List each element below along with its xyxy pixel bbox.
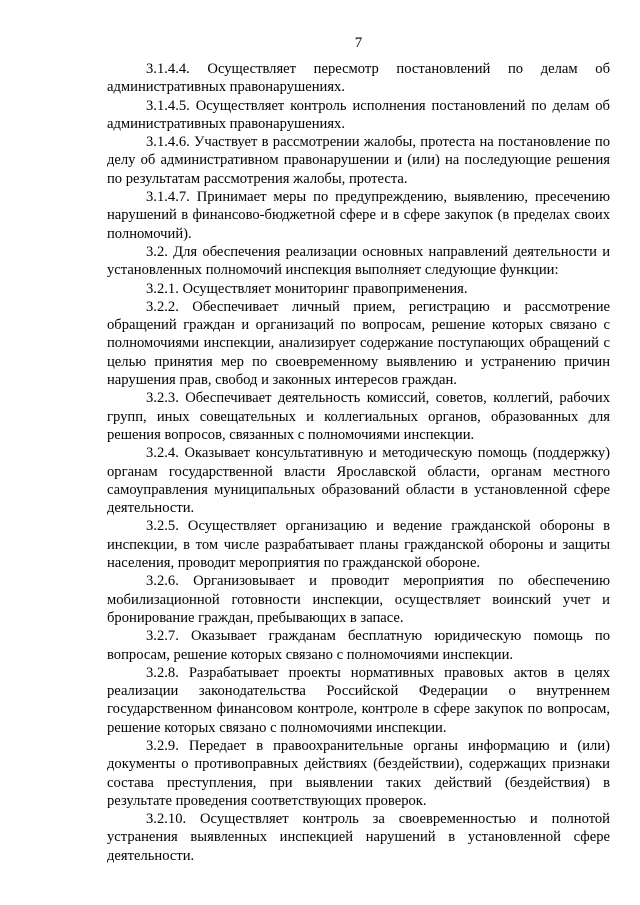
paragraph-3-1-4-6: 3.1.4.6. Участвует в рассмотрении жалобы, протеста на постановление по делу об административном правонарушении и (или) на последующие решения по результатам рассмотрения жалобы, протеста. <box>107 134 610 187</box>
document-page <box>107 34 610 865</box>
paragraph-3-1-4-7: 3.1.4.7. Принимает меры по предупреждению, выявлению, пресечению нарушений в финансово-бюджетной сфере и в сфере закупок (в пределах своих полномочий). <box>107 189 610 242</box>
paragraph-3-1-4-4: 3.1.4.4. Осуществляет пересмотр постановлений по делам об административных правонарушениях. <box>107 61 610 96</box>
paragraph-3-2-9: 3.2.9. Передает в правоохранительные органы информацию и (или) документы о противоправных действиях (бездействии), содержащих признаки состава преступления, при выявлении таких действий (бездействия) в результате проведения соответствующих проверок. <box>107 737 610 809</box>
paragraph-3-2-4: 3.2.4. Оказывает консультативную и методическую помощь (поддержку) органам государственной власти Ярославской области, органам местного самоуправления муниципальных образований области в установленной сфере деятельности. <box>107 445 610 517</box>
paragraph-3-2-3: 3.2.3. Обеспечивает деятельность комиссий, советов, коллегий, рабочих групп, иных совещательных и коллегиальных органов, образованных для решения вопросов, связанных с полномочиями инспекции. <box>107 390 610 443</box>
paragraph-3-2-5: 3.2.5. Осуществляет организацию и ведение гражданской обороны в инспекции, в том числе разрабатывает планы гражданской обороны и защиты населения, проводит мероприятия по гражданской обороне. <box>107 518 610 572</box>
paragraph-3-2-8: 3.2.8. Разрабатывает проекты нормативных правовых актов в целях реализации законодательства Российской Федерации о внутреннем государственном финансовом контроле, контроле в сфере закупок по вопросам, решение которых связано с полномочиями инспекции. <box>107 664 610 736</box>
paragraph-3-2-6: 3.2.6. Организовывает и проводит мероприятия по обеспечению мобилизационной готовности инспекции, осуществляет воинский учет и бронирование граждан, пребывающих в запасе. <box>107 573 610 626</box>
page-number: 7 <box>354 35 363 51</box>
paragraph-3-2: 3.2. Для обеспечения реализации основных направлений деятельности и установленных полномочий инспекция выполняет следующие функции: <box>107 243 610 279</box>
paragraph-3-2-2: 3.2.2. Обеспечивает личный прием, регистрацию и рассмотрение обращений граждан и организаций по вопросам, решение которых связано с полномочиями инспекции, анализирует содержание поступающих обращений с целью принятия мер по своевременному выявлению и устранению причин нарушения прав, свобод и законных интересов граждан. <box>107 298 610 389</box>
paragraph-3-2-1: 3.2.1. Осуществляет мониторинг правоприменения. <box>146 280 468 297</box>
paragraph-3-1-4-5: 3.1.4.5. Осуществляет контроль исполнения постановлений по делам об административных правонарушениях. <box>107 97 610 132</box>
paragraph-3-2-7: 3.2.7. Оказывает гражданам бесплатную юридическую помощь по вопросам, решение которых связано с полномочиями инспекции. <box>107 628 610 663</box>
paragraph-3-2-10: 3.2.10. Осуществляет контроль за своевременностью и полнотой устранения выявленных инспекцией нарушений в установленной сфере деятельности. <box>107 811 610 864</box>
